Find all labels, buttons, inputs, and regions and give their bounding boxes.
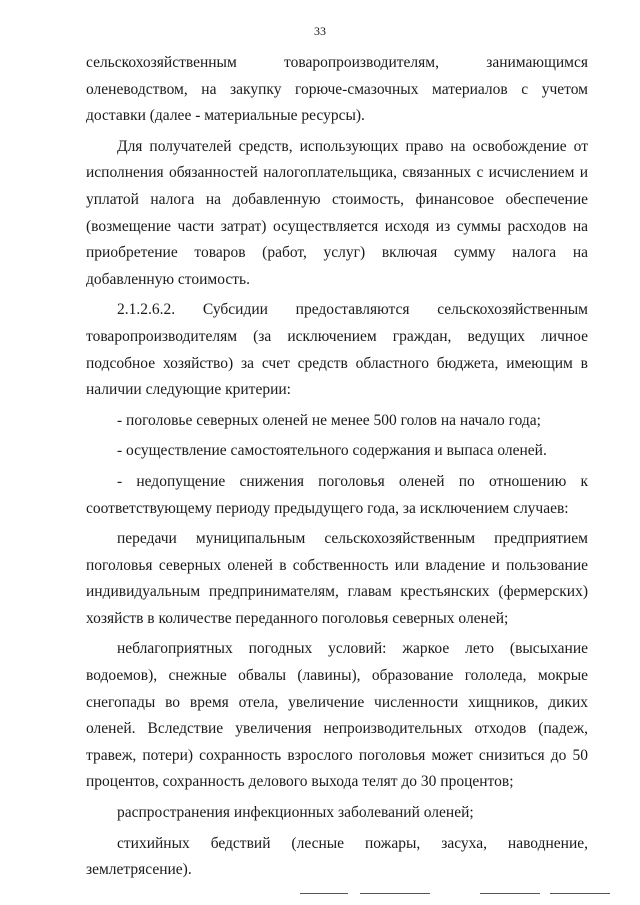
paragraph-subsidy-criteria: 2.1.2.6.2. Субсидии предоставляются сельскохозяйственным товаропроизводителям (за исключением граждан, ведущих личное подсобное хозяйство) за счет средств областного бюджета, имеющим в наличии следующие критерии: [86, 301, 588, 399]
exception-transfer: передачи муниципальным сельскохозяйственным предприятием поголовья северных оленей в собственность или владение и пользование индивидуальным предпринимателям, главам крестьянских (фермерских) хозяйств в количестве переданного поголовья северных оленей; [86, 530, 588, 627]
exception-disasters: стихийных бедствий (лесные пожары, засуха, наводнение, землетрясение). [86, 834, 588, 879]
paragraph-vat-exemption: Для получателей средств, использующих право на освобождение от исполнения обязанностей налогоплательщика, связанных с исчислением и уплатой налога на добавленную стоимость, финансовое обеспечение (возмещение части затрат) осуществляется исходя из суммы расходов на приобретение товаров (работ, услуг) включая сумму налога на добавленную стоимость. [86, 137, 588, 288]
exception-disease: распространения инфекционных заболеваний оленей; [117, 804, 474, 822]
list-item-self-maintenance: - осуществление самостоятельного содержания и выпаса оленей. [117, 442, 547, 460]
page-number: 33 [314, 24, 326, 38]
list-item-no-decrease: - недопущение снижения поголовья оленей по отношению к соответствующему периоду предыдущего года, за исключением случаев: [86, 472, 588, 517]
document-body [86, 50, 588, 884]
paragraph-continuation: сельскохозяйственным товаропроизводителям, занимающимся оленеводством, на закупку горюче-смазочных материалов с учетом доставки (далее - материальные ресурсы). [86, 54, 588, 125]
list-item-herd-size: - поголовье северных оленей не менее 500 голов на начало года; [117, 411, 541, 429]
exception-weather: неблагоприятных погодных условий: жаркое лето (высыхание водоемов), снежные обвалы (лавины), образование гололеда, мокрые снегопады во время отела, увеличение численности хищников, диких оленей. Вследствие увеличения непроизводительных отходов (падеж, травеж, потери) сохранность взрослого поголовья может снизиться до 50 процентов, сохранность делового выхода телят до 30 процентов; [86, 640, 588, 791]
footer-rule [300, 893, 640, 895]
